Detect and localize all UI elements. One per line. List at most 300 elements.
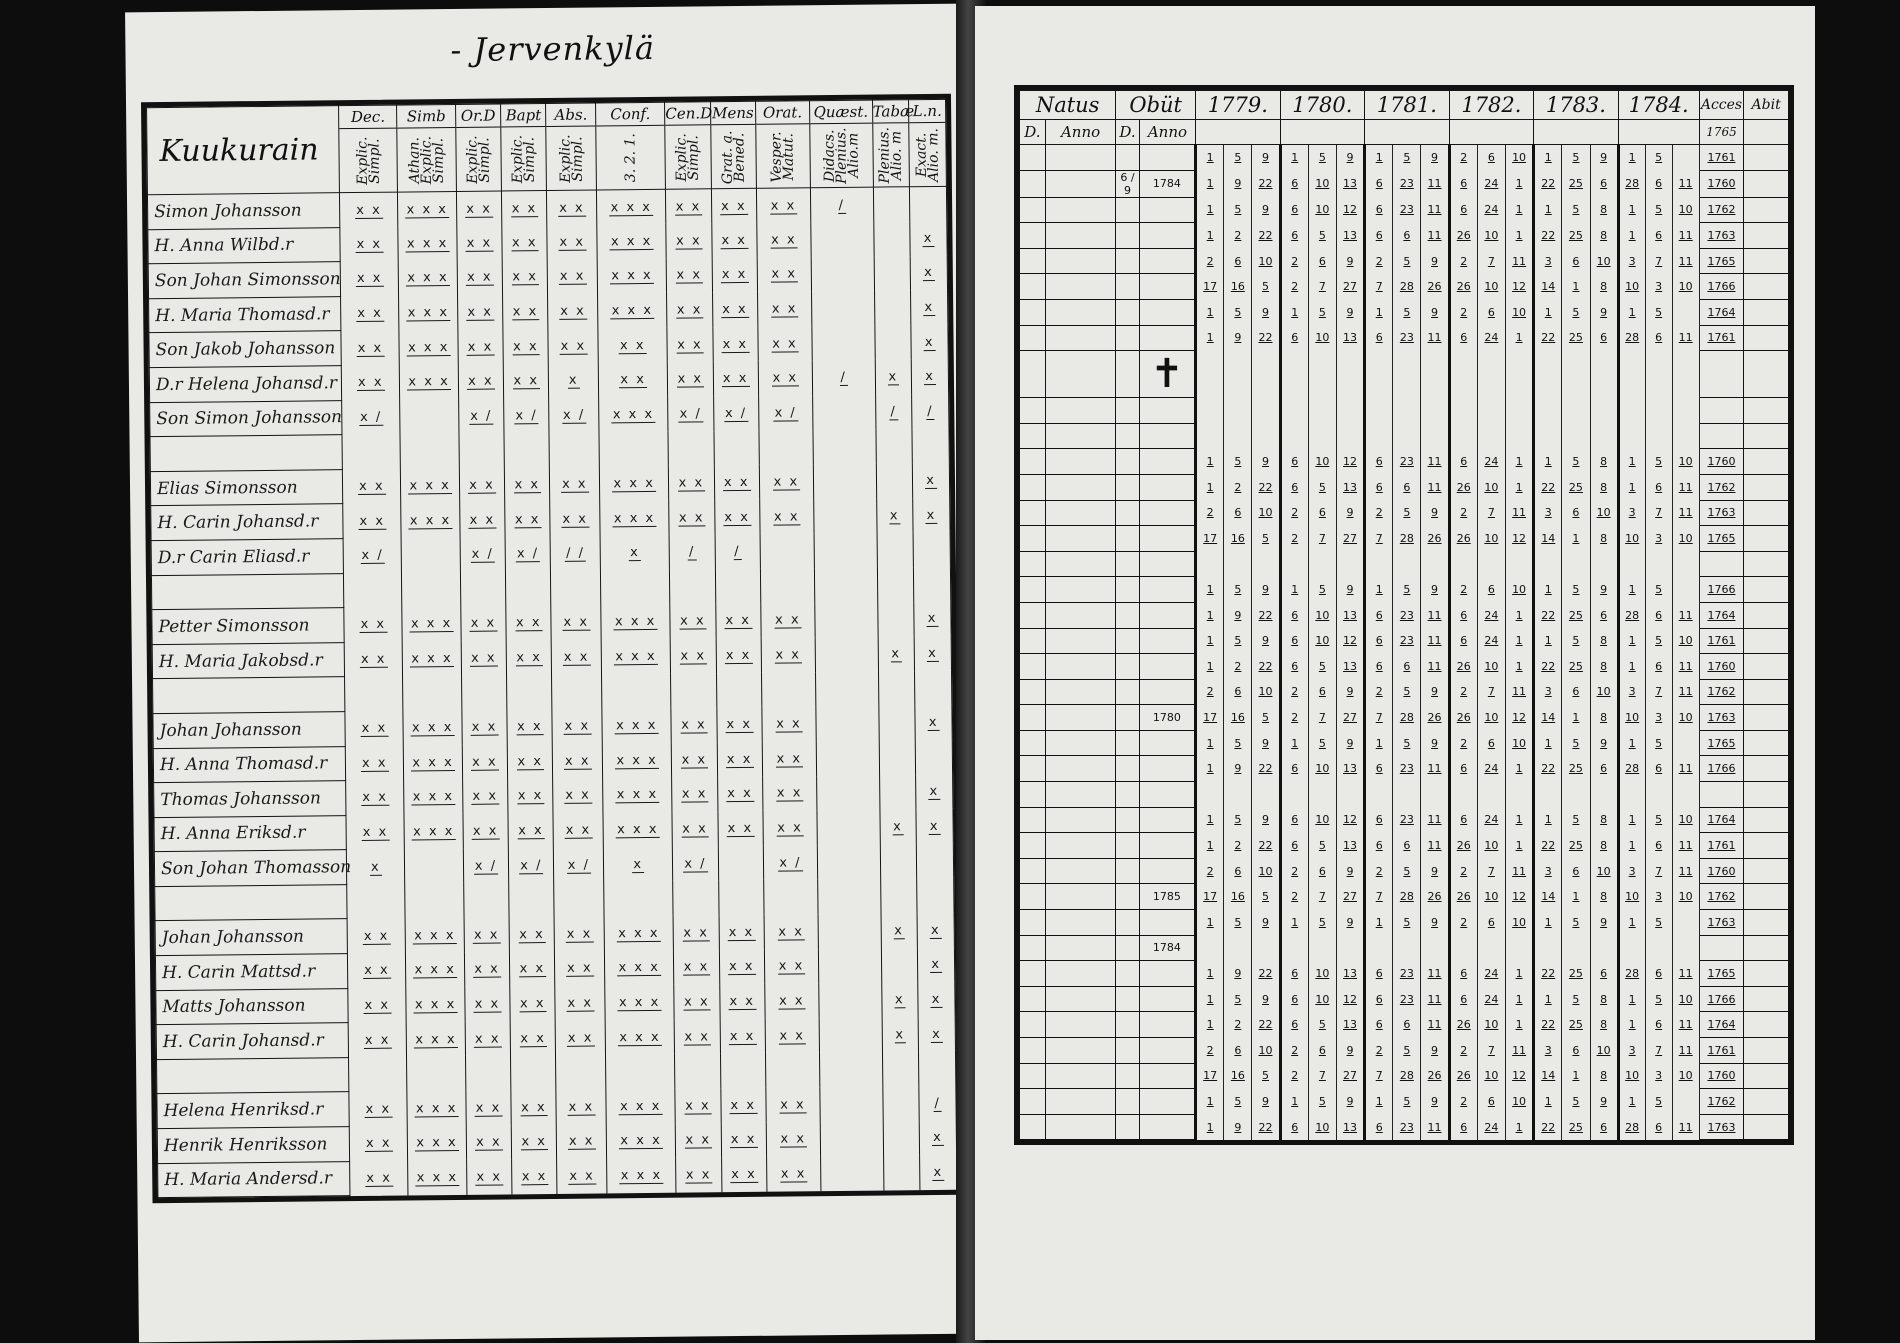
- column-subtitle: Exact. Alio. m.: [913, 127, 942, 182]
- mark-cell: [719, 984, 765, 1019]
- day-entry: 8: [1600, 203, 1608, 217]
- day-entry: 1: [1515, 967, 1523, 981]
- date-cell: [1196, 325, 1224, 351]
- mark-cell: [813, 464, 876, 499]
- date-cell: [1280, 474, 1308, 500]
- mark-cell: [550, 501, 600, 536]
- note: 1785: [1152, 890, 1181, 904]
- day-entry: 11: [1678, 762, 1693, 776]
- mark-text: x x: [778, 958, 805, 974]
- date-cell: [1744, 705, 1789, 731]
- mark-cell: [406, 918, 465, 953]
- date-cell: [1020, 910, 1046, 936]
- date-cell: [1505, 449, 1533, 475]
- person-name: H. Maria Andersd.r: [158, 1161, 351, 1198]
- date-cell: [1699, 474, 1744, 500]
- date-cell: [1449, 756, 1477, 782]
- mark-cell: [404, 780, 463, 815]
- date-cell: [1744, 551, 1789, 577]
- date-cell: [1699, 248, 1744, 274]
- day-entry: 2: [1460, 736, 1468, 750]
- date-cell: [1699, 654, 1744, 680]
- date-cell: [1590, 1012, 1618, 1038]
- mark-cell: [465, 1056, 511, 1091]
- day-entry: 10: [1315, 203, 1330, 217]
- date-cell: [1618, 500, 1645, 526]
- day-entry: 5: [1262, 711, 1270, 725]
- day-entry: 2: [1460, 1043, 1468, 1057]
- date-cell: [1534, 351, 1562, 398]
- date-cell: [1562, 274, 1590, 300]
- date-cell: [1590, 299, 1618, 325]
- date-cell: [1020, 782, 1046, 808]
- date-cell: [1562, 500, 1590, 526]
- day-entry: 11: [1427, 813, 1442, 827]
- date-cell: [1365, 602, 1393, 628]
- mark-text: x x: [773, 509, 800, 525]
- date-cell: [1699, 1089, 1744, 1115]
- date-cell: [1672, 756, 1699, 782]
- mark-cell: [404, 745, 463, 780]
- date-cell: [1744, 474, 1789, 500]
- date-cell: [1393, 274, 1421, 300]
- date-cell: [1744, 679, 1789, 705]
- date-cell: [1477, 1114, 1505, 1140]
- mark-text: x x x: [415, 1100, 458, 1117]
- day-entry: 2: [1234, 659, 1242, 673]
- date-cell: [1505, 474, 1533, 500]
- date-cell: [1744, 423, 1789, 449]
- mark-text: x x: [560, 303, 586, 319]
- mark-cell: [464, 952, 510, 987]
- mark-cell: [606, 1089, 675, 1124]
- day-entry: 5: [1403, 506, 1411, 520]
- day-entry: 3: [1655, 1069, 1663, 1083]
- day-entry: 2: [1206, 1043, 1214, 1057]
- date-cell: [1645, 526, 1672, 552]
- date-cell: [1116, 1038, 1139, 1064]
- day-entry: 11: [1678, 685, 1693, 699]
- date-cell: [1336, 299, 1364, 325]
- date-cell: [1534, 423, 1562, 449]
- date-cell: [1562, 782, 1590, 808]
- mark-cell: [818, 879, 881, 914]
- mark-text: x /: [520, 857, 543, 873]
- mark-cell: [407, 1022, 466, 1057]
- day-entry: 22: [1258, 1018, 1273, 1032]
- day-entry: 3: [1628, 254, 1636, 268]
- day-entry: 11: [1678, 506, 1693, 520]
- day-entry: 7: [1375, 280, 1383, 294]
- date-cell: [1393, 782, 1421, 808]
- date-cell: [1252, 423, 1280, 449]
- date-cell: [1645, 654, 1672, 680]
- date-cell: [1618, 884, 1645, 910]
- day-entry: 28: [1625, 608, 1640, 622]
- day-entry: 11: [1678, 254, 1693, 268]
- day-entry: 10: [1484, 280, 1499, 294]
- date-cell: [1645, 884, 1672, 910]
- date-cell: [1699, 807, 1744, 833]
- table-row: [1020, 986, 1789, 1012]
- date-cell: [1534, 197, 1562, 223]
- mark-text: x x x: [620, 1133, 662, 1149]
- day-entry: 7: [1375, 531, 1383, 545]
- mark-cell: [466, 1160, 512, 1195]
- mark-cell: [876, 498, 913, 533]
- mark-text: x x: [474, 996, 501, 1012]
- mark-cell: [675, 1088, 721, 1123]
- column-header: [546, 103, 597, 191]
- date-cell: [1645, 730, 1672, 756]
- mark-text: x: [629, 545, 640, 561]
- mark-cell: [552, 709, 602, 744]
- mark-cell: [555, 951, 605, 986]
- mark-cell: [551, 536, 601, 571]
- mark-cell: [761, 672, 815, 707]
- date-cell: [1393, 1063, 1421, 1089]
- mark-cell: [459, 468, 505, 503]
- mark-cell: [714, 430, 760, 465]
- day-entry: 2: [1234, 839, 1242, 853]
- mark-cell: [607, 1158, 676, 1193]
- day-entry: 6: [1318, 1043, 1326, 1057]
- date-cell: [1280, 1089, 1308, 1115]
- date-cell: [1672, 351, 1699, 398]
- date-cell: [1336, 756, 1364, 782]
- date-cell: [1477, 325, 1505, 351]
- date-cell: [1744, 628, 1789, 654]
- day-entry: 5: [1318, 583, 1326, 597]
- mark-text: x /: [474, 858, 498, 874]
- day-entry: 8: [1600, 480, 1608, 494]
- date-cell: [1590, 398, 1618, 424]
- day-entry: 11: [1512, 685, 1527, 699]
- date-cell: [1421, 986, 1449, 1012]
- mark-cell: [720, 1053, 766, 1088]
- date-cell: [1224, 782, 1252, 808]
- day-entry: 9: [1262, 583, 1270, 597]
- mark-cell: [881, 913, 918, 948]
- day-entry: 9: [1262, 305, 1270, 319]
- mark-text: /: [890, 404, 897, 420]
- mark-text: x x: [362, 824, 389, 840]
- mark-text: x /: [361, 547, 384, 564]
- day-entry: 3: [1655, 711, 1663, 725]
- date-cell: [1449, 654, 1477, 680]
- date-cell: [1672, 730, 1699, 756]
- mark-cell: [462, 744, 508, 779]
- date-cell: [1645, 223, 1672, 249]
- year-subheader: [1365, 120, 1450, 145]
- date-cell: [1336, 551, 1364, 577]
- day-entry: 6: [1291, 203, 1299, 217]
- date-cell: [1336, 654, 1364, 680]
- day-entry: 6: [1487, 1094, 1495, 1108]
- mark-cell: [919, 1051, 956, 1086]
- mark-text: x x: [680, 648, 707, 664]
- mark-cell: [606, 1054, 675, 1089]
- date-cell: [1393, 474, 1421, 500]
- day-entry: 5: [1318, 228, 1326, 242]
- day-entry: 11: [1678, 480, 1693, 494]
- mark-cell: [553, 778, 603, 813]
- mark-text: x x: [357, 340, 384, 356]
- date-cell: [1645, 1012, 1672, 1038]
- day-entry: 27: [1343, 531, 1358, 545]
- day-entry: 1: [1206, 331, 1214, 345]
- mark-cell: [765, 983, 819, 1018]
- day-entry: 9: [1262, 813, 1270, 827]
- date-cell: [1672, 325, 1699, 351]
- day-entry: 1: [1375, 583, 1383, 597]
- mark-cell: [552, 640, 602, 675]
- date-cell: [1477, 1063, 1505, 1089]
- day-entry: 22: [1258, 967, 1273, 981]
- day-entry: 22: [1258, 177, 1273, 191]
- date-cell: [1505, 274, 1533, 300]
- mark-text: /: [934, 1095, 941, 1111]
- date-cell: [1280, 654, 1308, 680]
- person-name: Son Simon Johansson: [150, 400, 343, 437]
- mark-cell: [341, 330, 400, 365]
- day-entry: 23: [1399, 967, 1414, 981]
- mark-cell: [881, 948, 918, 983]
- date-cell: [1699, 884, 1744, 910]
- date-cell: [1308, 935, 1336, 961]
- mark-cell: [712, 257, 758, 292]
- date-cell: [1449, 833, 1477, 859]
- mark-text: x x: [365, 1101, 392, 1117]
- mark-cell: [398, 191, 457, 226]
- date-cell: [1699, 197, 1744, 223]
- day-entry: 5: [1403, 915, 1411, 929]
- mark-text: x x: [513, 338, 539, 355]
- day-entry: 11: [1678, 228, 1693, 242]
- day-entry: 13: [1343, 839, 1358, 853]
- date-cell: [1308, 500, 1336, 526]
- day-entry: 9: [1346, 1094, 1354, 1108]
- date-cell: [1590, 500, 1618, 526]
- day-entry: 5: [1234, 203, 1242, 217]
- day-entry: 28: [1399, 890, 1414, 904]
- mark-cell: [601, 639, 670, 674]
- mark-cell: [508, 813, 554, 848]
- day-entry: 1: [1206, 203, 1214, 217]
- mark-text: x x: [721, 198, 747, 214]
- day-entry: 2: [1291, 531, 1299, 545]
- mark-cell: [915, 705, 952, 740]
- mark-text: x x x: [616, 752, 658, 769]
- mark-cell: [408, 1125, 467, 1160]
- date-cell: [1645, 1114, 1672, 1140]
- date-cell: [1252, 602, 1280, 628]
- date-cell: [1252, 299, 1280, 325]
- table-row: [1020, 474, 1789, 500]
- day-entry: 28: [1625, 331, 1640, 345]
- day-entry: 5: [1572, 305, 1580, 319]
- mark-text: x x: [722, 336, 749, 352]
- column-title: Bapt: [501, 104, 546, 127]
- day-entry: 9: [1600, 1094, 1608, 1108]
- date-cell: [1020, 577, 1046, 603]
- date-cell: [1421, 423, 1449, 449]
- mark-text: x x: [678, 475, 705, 491]
- mark-cell: [879, 740, 916, 775]
- date-cell: [1393, 170, 1421, 197]
- date-cell: [1308, 449, 1336, 475]
- date-cell: [1336, 325, 1364, 351]
- date-cell: [1196, 782, 1224, 808]
- column-title: Mens: [711, 102, 756, 125]
- mark-cell: [910, 221, 947, 256]
- mark-text: x x: [559, 234, 586, 250]
- day-entry: 1: [1572, 1069, 1580, 1083]
- date-cell: [1645, 170, 1672, 197]
- date-cell: [1196, 730, 1224, 756]
- date-cell: [1505, 935, 1533, 961]
- date-cell: [1045, 577, 1115, 603]
- mark-cell: [548, 294, 598, 329]
- day-entry: 9: [1346, 506, 1354, 520]
- mark-cell: [462, 779, 508, 814]
- date-cell: [1280, 961, 1308, 987]
- date-cell: [1477, 782, 1505, 808]
- date-cell: [1116, 1089, 1139, 1115]
- day-entry: 6: [1487, 151, 1495, 165]
- date-cell: [1590, 474, 1618, 500]
- date-cell: [1116, 197, 1139, 223]
- day-entry: 2: [1460, 864, 1468, 878]
- date-cell: [1477, 526, 1505, 552]
- date-cell: [1618, 679, 1645, 705]
- mark-text: x x x: [616, 787, 659, 803]
- day-entry: 16: [1230, 711, 1245, 725]
- date-cell: [1562, 910, 1590, 936]
- date-cell: [1365, 197, 1393, 223]
- date-cell: [1280, 884, 1308, 910]
- day-entry: 17: [1203, 890, 1218, 904]
- day-entry: 1: [1206, 305, 1214, 319]
- date-cell: [1280, 705, 1308, 731]
- column-header: [339, 105, 398, 193]
- mark-cell: [510, 952, 556, 987]
- mark-cell: [400, 399, 459, 434]
- date-cell: [1562, 705, 1590, 731]
- day-entry: 27: [1343, 711, 1358, 725]
- day-entry: 6: [1460, 177, 1468, 191]
- date-cell: [1224, 986, 1252, 1012]
- mark-text: x x: [568, 1133, 595, 1150]
- day-entry: 22: [1258, 1120, 1273, 1134]
- mark-cell: [819, 983, 882, 1018]
- date-cell: [1421, 1114, 1449, 1140]
- date-cell: [1618, 551, 1645, 577]
- mark-text: x x x: [620, 1167, 663, 1184]
- mark-cell: [406, 987, 465, 1022]
- date-cell: [1045, 1114, 1115, 1140]
- day-entry: 1: [1375, 151, 1383, 165]
- date-cell: [1308, 551, 1336, 577]
- date-cell: [1477, 197, 1505, 223]
- mark-cell: [398, 226, 457, 261]
- date-cell: [1224, 884, 1252, 910]
- day-entry: 6: [1655, 608, 1663, 622]
- date-cell: [1224, 628, 1252, 654]
- mark-text: x x: [472, 823, 499, 839]
- day-entry: 1: [1544, 992, 1552, 1006]
- mark-text: x x: [514, 511, 541, 527]
- date-cell: [1045, 782, 1115, 808]
- date-cell: [1590, 602, 1618, 628]
- date-cell: [1336, 730, 1364, 756]
- person-name: H. Anna Eriksd.r: [154, 815, 347, 852]
- day-entry: 6: [1375, 331, 1383, 345]
- mark-cell: [669, 466, 715, 501]
- date-cell: [1116, 910, 1139, 936]
- mark-cell: [551, 605, 601, 640]
- mark-cell: [343, 503, 402, 538]
- mark-cell: [913, 498, 950, 533]
- date-cell: [1116, 577, 1139, 603]
- mark-cell: [670, 604, 716, 639]
- date-cell: [1280, 782, 1308, 808]
- day-entry: 22: [1541, 762, 1556, 776]
- date-cell: [1045, 423, 1115, 449]
- date-cell: [1421, 145, 1449, 171]
- day-entry: 1: [1206, 736, 1214, 750]
- column-header: [809, 100, 873, 188]
- date-cell: [1618, 1038, 1645, 1064]
- mark-cell: [879, 809, 916, 844]
- date-cell: [1196, 526, 1224, 552]
- date-cell: [1421, 299, 1449, 325]
- date-cell: [1699, 223, 1744, 249]
- date-cell: [1534, 884, 1562, 910]
- date-cell: [1562, 170, 1590, 197]
- date-cell: [1562, 602, 1590, 628]
- mark-text: / /: [566, 545, 586, 562]
- mark-cell: [911, 359, 948, 394]
- date-cell: [1224, 1012, 1252, 1038]
- date-cell: [1744, 884, 1789, 910]
- date-cell: [1477, 756, 1505, 782]
- day-entry: 6: [1234, 254, 1242, 268]
- mark-cell: [820, 1086, 883, 1121]
- day-entry: 1: [1291, 736, 1299, 750]
- table-row: [1020, 858, 1789, 884]
- date-cell: [1045, 1063, 1115, 1089]
- date-cell: [1045, 398, 1115, 424]
- mark-cell: [505, 536, 551, 571]
- day-entry: 6: [1291, 228, 1299, 242]
- mark-text: x x: [562, 511, 589, 527]
- date-cell: [1020, 299, 1046, 325]
- date-cell: [1590, 961, 1618, 987]
- date-cell: [1393, 884, 1421, 910]
- column-title: Orat.: [756, 101, 809, 125]
- date-cell: [1393, 449, 1421, 475]
- mark-cell: [910, 186, 947, 221]
- mark-cell: [463, 814, 509, 849]
- accessit-entry: 1764: [1707, 608, 1736, 622]
- mark-cell: [340, 192, 399, 227]
- day-entry: 5: [1234, 915, 1242, 929]
- date-cell: [1365, 961, 1393, 987]
- day-entry: 1: [1544, 813, 1552, 827]
- mark-cell: [717, 776, 763, 811]
- date-cell: [1365, 1114, 1393, 1140]
